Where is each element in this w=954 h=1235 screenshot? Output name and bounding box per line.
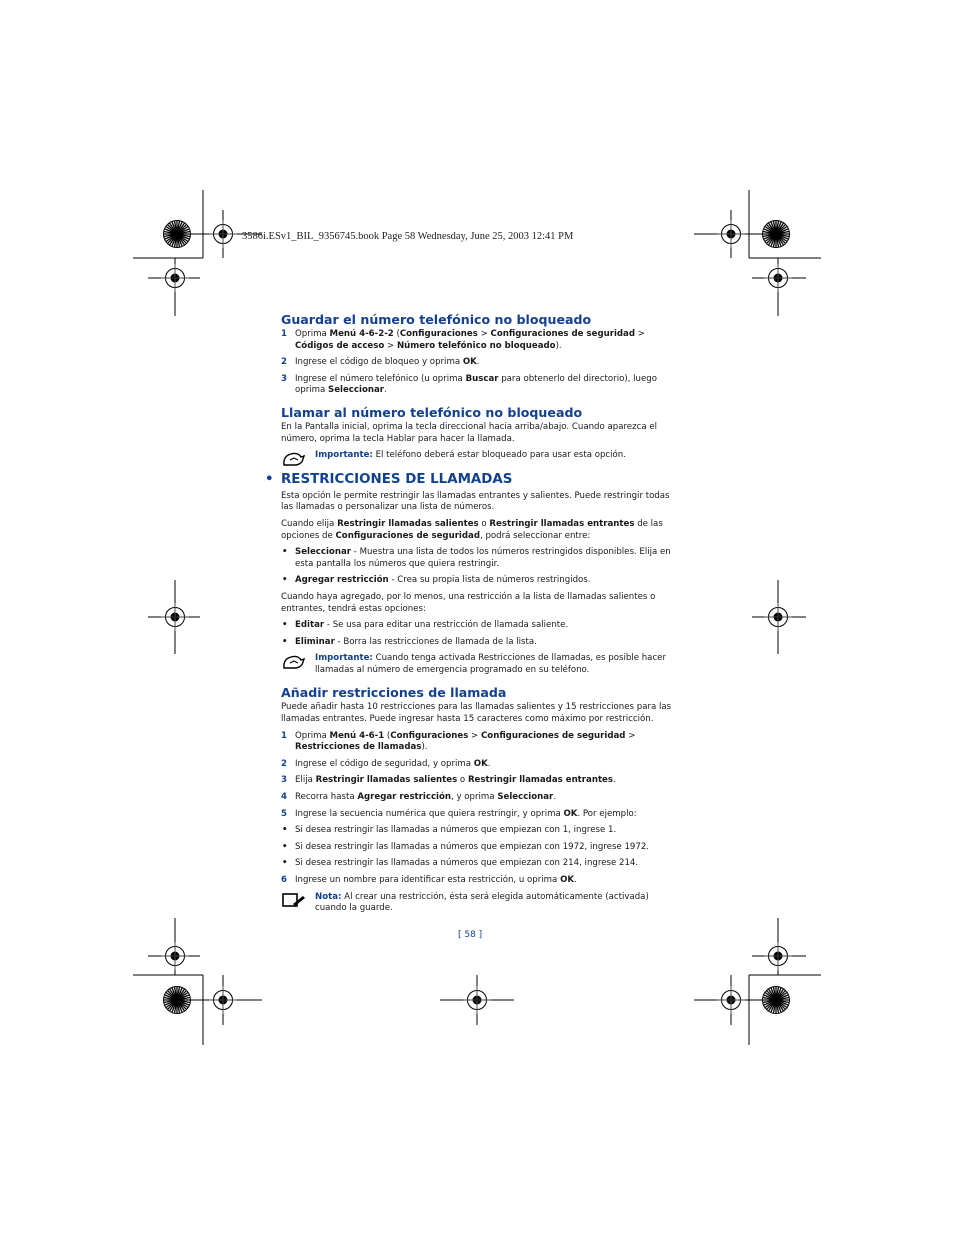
section-heading-anadir: Añadir restricciones de llamada xyxy=(281,685,507,701)
important-note: Importante: El teléfono deberá estar bloqueado para usar esta opción. xyxy=(281,450,681,462)
note: Nota: Al crear una restricción, ésta será elegida automáticamente (activada) cuando la guarde. xyxy=(281,892,681,915)
section-heading-guardar: Guardar el número telefónico no bloqueado xyxy=(281,312,592,327)
list-item: • Si desea restringir las llamadas a números que empiezan con 214, ingrese 214. xyxy=(282,858,639,869)
important-hand-icon xyxy=(282,653,306,671)
paragraph: Cuando haya agregado, por lo menos, una restricción a la lista de llamadas salientes o entrantes, tendrá estas opciones: xyxy=(281,591,656,614)
paragraph: En la Pantalla inicial, oprima la tecla direccional hacia arriba/abajo. Cuando aparezca el número, oprima la tecla Hablar para hacer la llamada. xyxy=(281,421,658,444)
step-5: 5 Ingrese la secuencia numérica que quiera restringir, y oprima OK. Por ejemplo: xyxy=(281,808,637,819)
step-1: 1 Oprima Menú 4-6-2-2 (Configuraciones > Configuraciones de seguridad > Códigos de acceso > Número telefónico no bloqueado). xyxy=(281,329,645,351)
step-6: 6 Ingrese un nombre para identificar esta restricción, u oprima OK. xyxy=(281,875,577,885)
list-item: • Agregar restricción - Crea su propia lista de números restringidos. xyxy=(282,575,591,586)
list-item: • Eliminar - Borra las restricciones de llamada de la lista. xyxy=(282,636,537,647)
paragraph: Esta opción le permite restringir las llamadas entrantes y salientes. Puede restringir todas las llamadas o personalizar una lista de números. xyxy=(281,490,670,513)
step-2: 2 Ingrese el código de seguridad, y oprima OK. xyxy=(281,758,491,769)
important-note: Importante: Cuando tenga activada Restricciones de llamadas, es posible hacer llamadas al número de emergencia programado en su teléfono. xyxy=(281,653,681,676)
page-content xyxy=(265,312,681,923)
list-item: • Editar - Se usa para editar una restricción de llamada saliente. xyxy=(282,620,569,631)
section-heading-restricciones: • RESTRICCIONES DE LLAMADAS xyxy=(265,471,513,487)
list-item: • Seleccionar - Muestra una lista de todos los números restringidos disponibles. Elija en esta pantalla los números que quiera restringir. xyxy=(282,547,671,569)
paragraph: Puede añadir hasta 10 restricciones para las llamadas salientes y 15 restricciones para las llamadas entrantes. Puede ingresar hasta 15 caracteres como máximo por restricción. xyxy=(281,702,672,725)
file-info-header: 3586i.ESv1_BIL_9356745.book Page 58 Wednesday, June 25, 2003 12:41 PM xyxy=(242,231,574,242)
important-hand-icon xyxy=(282,450,306,468)
list-item: • Si desea restringir las llamadas a números que empiezan con 1972, ingrese 1972. xyxy=(282,841,650,852)
step-2: 2 Ingrese el código de bloqueo y oprima OK. xyxy=(281,357,480,368)
step-4: 4 Recorra hasta Agregar restricción, y oprima Seleccionar. xyxy=(281,792,557,803)
list-item: • Si desea restringir las llamadas a números que empiezan con 1, ingrese 1. xyxy=(282,825,617,836)
step-3: 3 Ingrese el número telefónico (u oprima Buscar para obtenerlo del directorio), luego oprima Seleccionar. xyxy=(281,373,657,396)
note-pencil-icon xyxy=(282,892,306,908)
section-heading-llamar: Llamar al número telefónico no bloqueado xyxy=(281,404,583,420)
paragraph: Cuando elija Restringir llamadas salientes o Restringir llamadas entrantes de las opciones de Configuraciones de seguridad, podrá seleccionar entre: xyxy=(281,518,663,541)
step-1: 1 Oprima Menú 4-6-1 (Configuraciones > Configuraciones de seguridad > Restricciones de llamadas). xyxy=(281,730,636,753)
page-number: [ 58 ] xyxy=(458,930,483,940)
step-3: 3 Elija Restringir llamadas salientes o Restringir llamadas entrantes. xyxy=(281,775,616,786)
